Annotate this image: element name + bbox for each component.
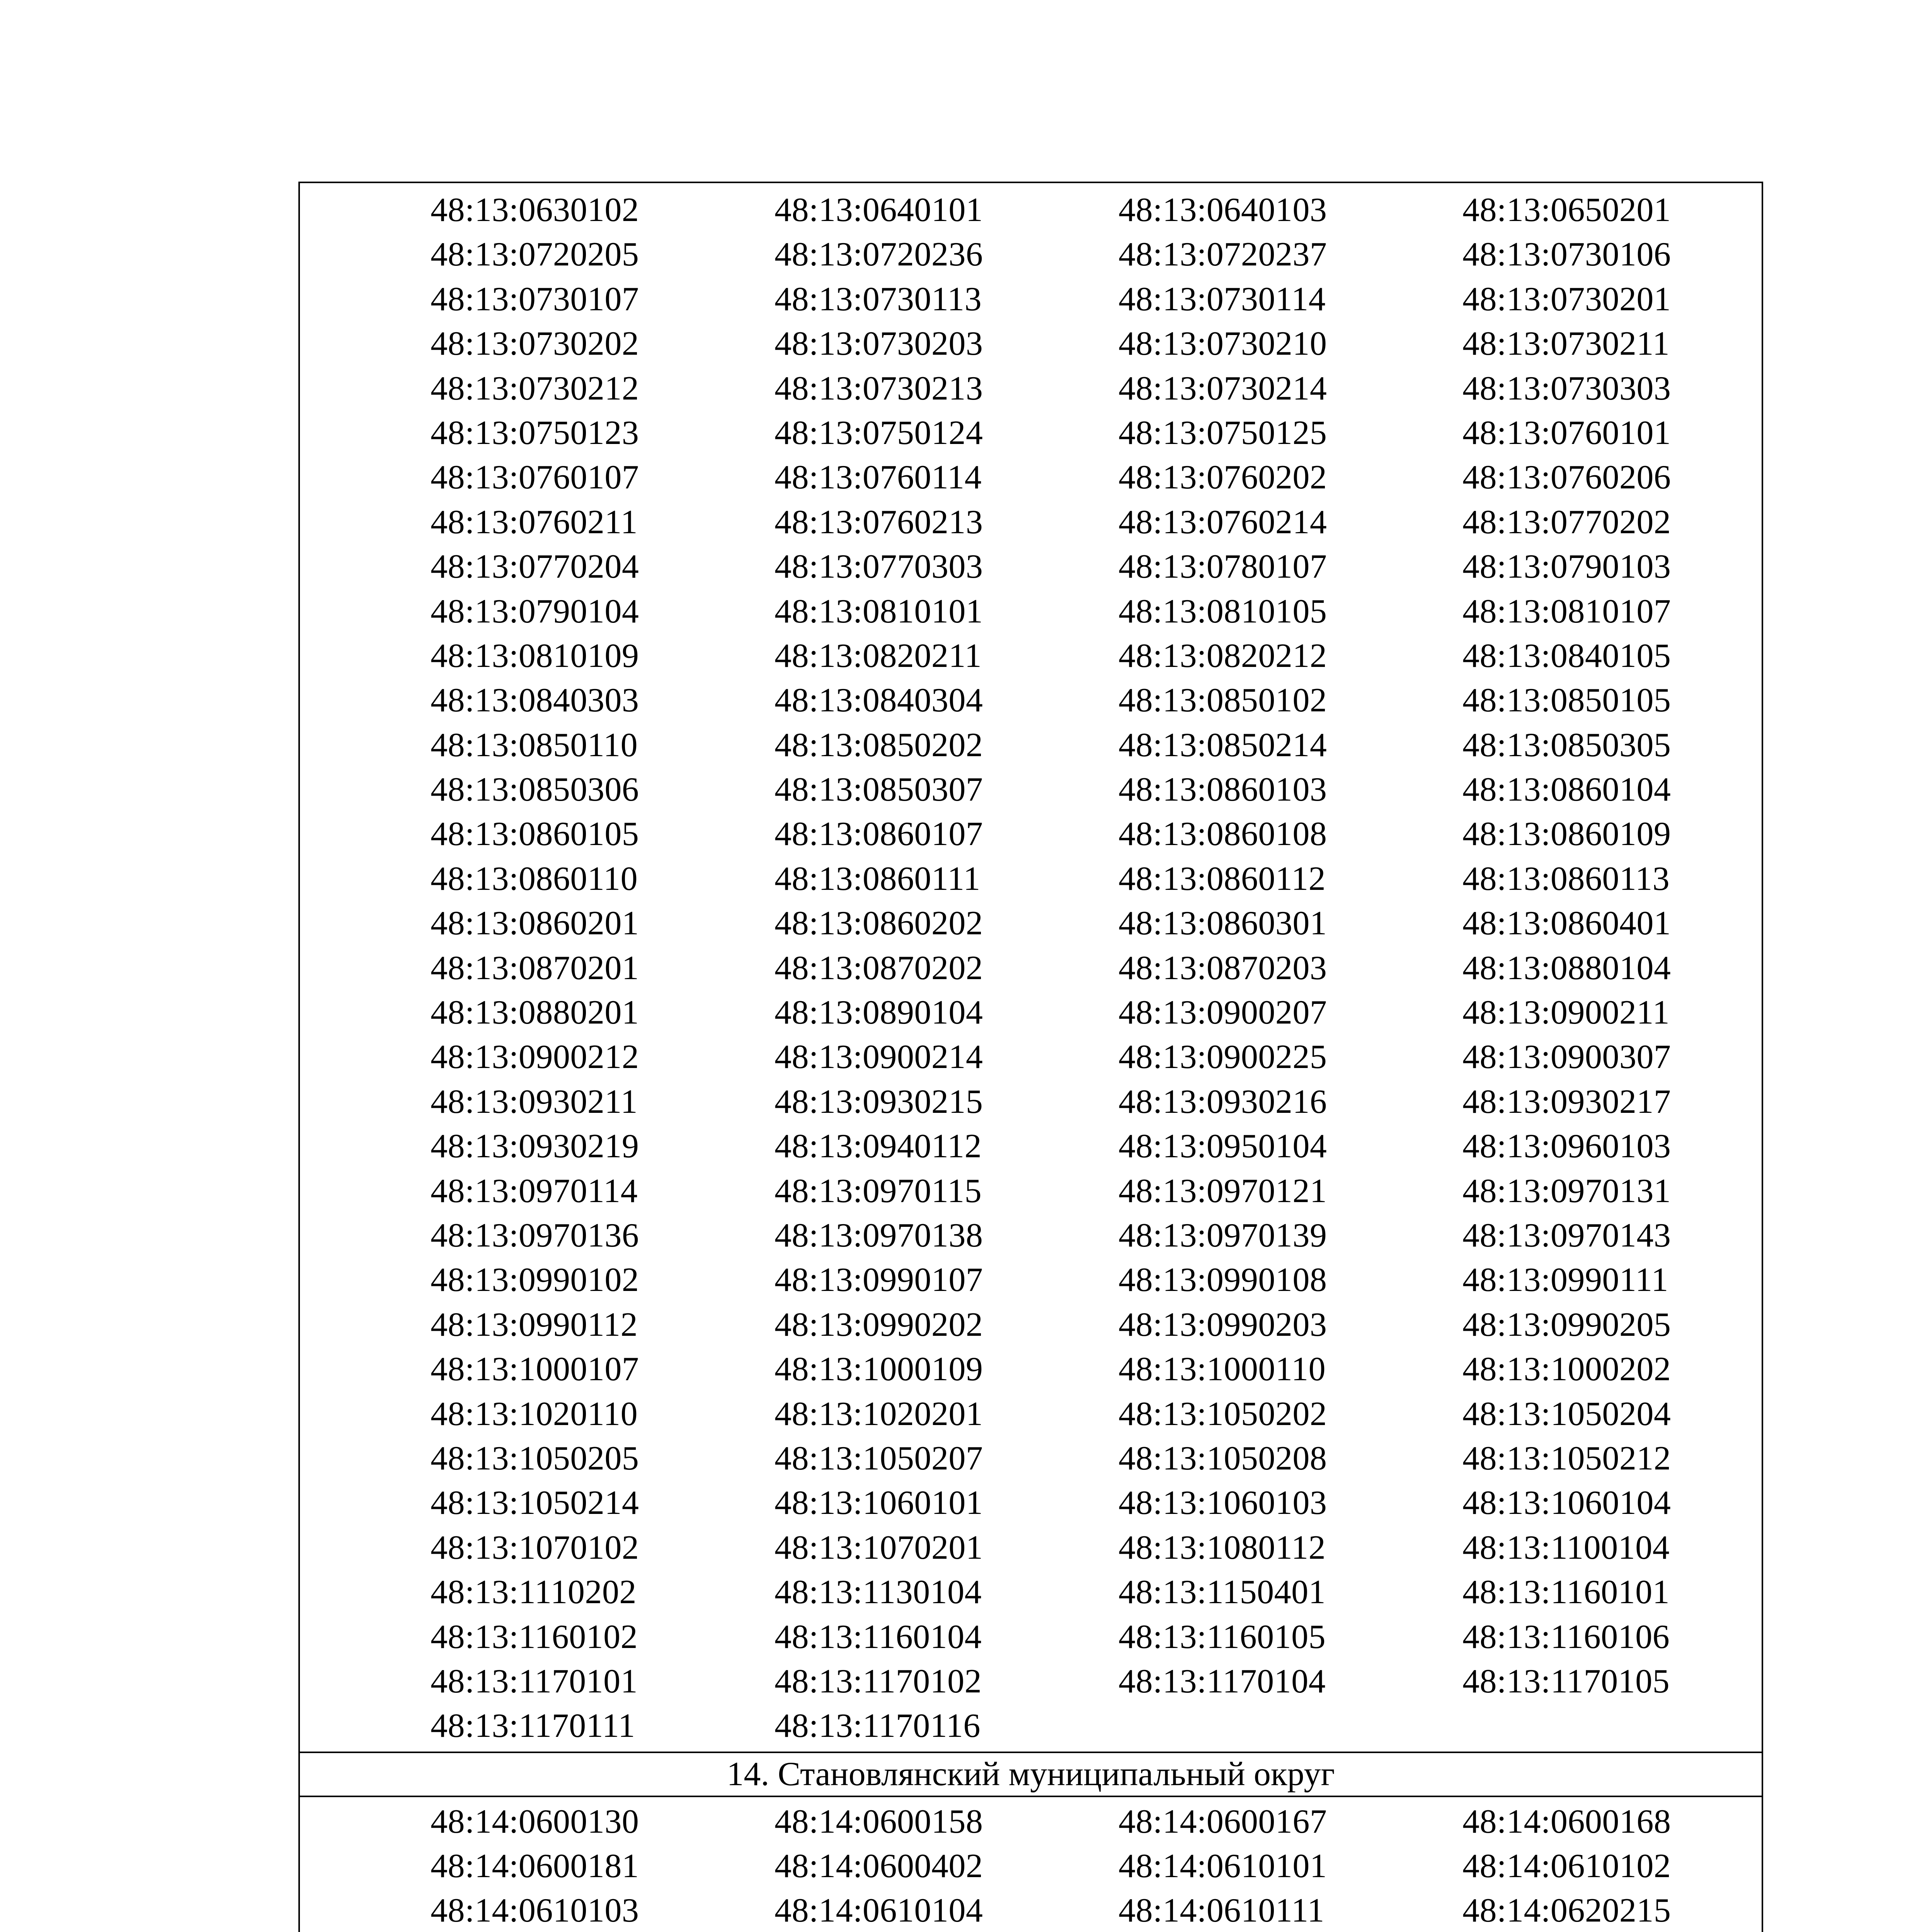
cadastral-code: 48:13:0810109 <box>431 637 639 675</box>
cadastral-code: 48:13:0930211 <box>431 1083 638 1121</box>
cadastral-code: 48:14:0620215 <box>1462 1892 1671 1930</box>
section-heading: 14. Становлянский муниципальный округ <box>300 1752 1762 1797</box>
cadastral-code: 48:13:0860104 <box>1462 771 1671 809</box>
cadastral-code: 48:13:1170102 <box>775 1662 982 1700</box>
section-14-heading-cell <box>299 1752 1762 1797</box>
cadastral-code: 48:13:0990102 <box>431 1261 639 1299</box>
cadastral-code: 48:13:0990112 <box>431 1306 638 1344</box>
cadastral-code: 48:13:1050212 <box>1462 1439 1671 1477</box>
cadastral-code: 48:13:0640101 <box>775 191 983 229</box>
cadastral-code: 48:13:0970121 <box>1119 1172 1327 1210</box>
cadastral-code: 48:14:0610104 <box>775 1892 983 1930</box>
cadastral-code: 48:13:0780107 <box>1119 548 1327 586</box>
cadastral-code: 48:13:1020110 <box>431 1395 638 1433</box>
cadastral-code: 48:13:0630102 <box>431 191 639 229</box>
cadastral-code: 48:13:1000107 <box>431 1350 639 1388</box>
cadastral-code: 48:13:0970114 <box>431 1172 638 1210</box>
cadastral-code: 48:13:1170116 <box>775 1707 981 1745</box>
cadastral-code: 48:13:0730114 <box>1119 280 1326 318</box>
cadastral-code: 48:13:0760107 <box>431 459 639 497</box>
cadastral-code: 48:13:0730212 <box>431 369 639 407</box>
cadastral-code: 48:13:1070201 <box>775 1529 983 1566</box>
cadastral-code: 48:13:0860112 <box>1119 860 1326 898</box>
cadastral-code: 48:13:0990205 <box>1462 1306 1671 1344</box>
cadastral-code: 48:13:0850307 <box>775 771 983 809</box>
cadastral-table <box>298 182 1763 1932</box>
cadastral-code: 48:13:0850305 <box>1462 726 1671 764</box>
table-row-section-13-codes <box>299 182 1762 1752</box>
cadastral-code: 48:13:0730210 <box>1119 325 1327 363</box>
cadastral-code: 48:14:0600158 <box>775 1803 983 1840</box>
cadastral-code: 48:14:0600402 <box>775 1847 983 1885</box>
cadastral-code: 48:13:0860107 <box>775 815 983 853</box>
cadastral-code: 48:13:0930217 <box>1462 1083 1671 1121</box>
cadastral-code: 48:13:0820212 <box>1119 637 1327 675</box>
cadastral-code: 48:13:0860202 <box>775 905 983 942</box>
cadastral-code: 48:13:0760213 <box>775 503 983 541</box>
cadastral-code: 48:13:1160106 <box>1462 1618 1670 1656</box>
cadastral-code: 48:13:0730213 <box>775 369 983 407</box>
cadastral-code: 48:13:0990108 <box>1119 1261 1327 1299</box>
cadastral-code: 48:13:0900211 <box>1462 994 1670 1032</box>
cadastral-code: 48:13:1170101 <box>431 1662 638 1700</box>
cadastral-code: 48:13:0860111 <box>775 860 981 898</box>
cadastral-code: 48:13:0790104 <box>431 592 639 630</box>
cadastral-code: 48:13:0860109 <box>1462 815 1671 853</box>
cadastral-code: 48:13:0970131 <box>1462 1172 1671 1210</box>
cadastral-code: 48:13:1000109 <box>775 1350 983 1388</box>
cadastral-code: 48:13:0730203 <box>775 325 983 363</box>
cadastral-code: 48:14:0610101 <box>1119 1847 1327 1885</box>
cadastral-code: 48:13:0970139 <box>1119 1216 1327 1254</box>
cadastral-code: 48:13:0990111 <box>1462 1261 1668 1299</box>
cadastral-code: 48:13:0770204 <box>431 548 639 586</box>
cadastral-code: 48:13:0930216 <box>1119 1083 1327 1121</box>
cadastral-code: 48:13:0810105 <box>1119 592 1327 630</box>
cadastral-code: 48:13:0900212 <box>431 1038 639 1076</box>
cadastral-code: 48:13:0760101 <box>1462 414 1671 452</box>
cadastral-code: 48:13:0900225 <box>1119 1038 1327 1076</box>
cadastral-code: 48:13:1080112 <box>1119 1529 1326 1566</box>
cadastral-code: 48:13:0850202 <box>775 726 983 764</box>
cadastral-code: 48:13:1160104 <box>775 1618 982 1656</box>
cadastral-code: 48:13:0860301 <box>1119 905 1327 942</box>
cadastral-code: 48:13:1000110 <box>1119 1350 1326 1388</box>
cadastral-code: 48:13:0940112 <box>775 1128 982 1165</box>
cadastral-code: 48:13:0760114 <box>775 459 982 497</box>
cadastral-code: 48:13:0970115 <box>775 1172 982 1210</box>
cadastral-code: 48:13:1070102 <box>431 1529 639 1566</box>
cadastral-code: 48:13:0770202 <box>1462 503 1671 541</box>
cadastral-code: 48:13:0840304 <box>775 682 983 719</box>
cadastral-code: 48:14:0600167 <box>1119 1803 1327 1840</box>
cadastral-code: 48:13:0720237 <box>1119 236 1327 274</box>
cadastral-code: 48:13:0760202 <box>1119 459 1327 497</box>
cadastral-code: 48:13:0750125 <box>1119 414 1327 452</box>
cadastral-code: 48:13:0730201 <box>1462 280 1671 318</box>
cadastral-code: 48:13:0860105 <box>431 815 639 853</box>
cadastral-code: 48:13:0860401 <box>1462 905 1671 942</box>
cadastral-code: 48:13:0880201 <box>431 994 639 1032</box>
cadastral-code: 48:13:0860108 <box>1119 815 1327 853</box>
cadastral-code: 48:13:0900207 <box>1119 994 1327 1032</box>
cadastral-code: 48:13:0970136 <box>431 1216 639 1254</box>
cadastral-code: 48:13:0850214 <box>1119 726 1327 764</box>
cadastral-code: 48:13:0850102 <box>1119 682 1327 719</box>
cadastral-code: 48:14:0600168 <box>1462 1803 1671 1840</box>
cadastral-code: 48:13:0850110 <box>431 726 638 764</box>
cadastral-code: 48:13:1050208 <box>1119 1439 1327 1477</box>
cadastral-code: 48:13:1160101 <box>1462 1573 1670 1611</box>
cadastral-code: 48:13:0730113 <box>775 280 982 318</box>
section-13-code-grid <box>431 188 1762 1748</box>
cadastral-code: 48:13:0880104 <box>1462 949 1671 987</box>
cadastral-code: 48:13:0730202 <box>431 325 639 363</box>
cadastral-code: 48:13:0970143 <box>1462 1216 1671 1254</box>
cadastral-code: 48:13:0900214 <box>775 1038 983 1076</box>
cadastral-code: 48:13:0810107 <box>1462 592 1671 630</box>
cadastral-code: 48:13:0730107 <box>431 280 639 318</box>
cadastral-code: 48:13:1060103 <box>1119 1484 1327 1522</box>
cadastral-code: 48:13:1020201 <box>775 1395 983 1433</box>
cadastral-code: 48:13:1050202 <box>1119 1395 1327 1433</box>
cadastral-code: 48:13:0870201 <box>431 949 639 987</box>
cadastral-code: 48:13:1110202 <box>431 1573 637 1611</box>
section-14-code-grid <box>431 1799 1762 1932</box>
cadastral-code: 48:13:0850306 <box>431 771 639 809</box>
cadastral-code: 48:13:0730214 <box>1119 369 1327 407</box>
cadastral-code: 48:13:0810101 <box>775 592 983 630</box>
cadastral-code: 48:13:0730303 <box>1462 369 1671 407</box>
cadastral-code: 48:13:1130104 <box>775 1573 982 1611</box>
cadastral-code: 48:13:1100104 <box>1462 1529 1670 1566</box>
cadastral-code: 48:13:1160105 <box>1119 1618 1326 1656</box>
cadastral-code: 48:13:0790103 <box>1462 548 1671 586</box>
cadastral-code: 48:13:1050207 <box>775 1439 983 1477</box>
cadastral-code: 48:13:0650201 <box>1462 191 1671 229</box>
section-14-cell <box>299 1797 1762 1932</box>
cadastral-code: 48:13:0840303 <box>431 682 639 719</box>
cadastral-code: 48:13:0720236 <box>775 236 983 274</box>
cadastral-code: 48:13:0860201 <box>431 905 639 942</box>
cadastral-code: 48:13:0860103 <box>1119 771 1327 809</box>
section-13-cell <box>299 182 1762 1752</box>
cadastral-code: 48:13:1060101 <box>775 1484 983 1522</box>
cadastral-code: 48:13:1160102 <box>431 1618 638 1656</box>
cadastral-code: 48:13:0870202 <box>775 949 983 987</box>
cadastral-code: 48:13:0730106 <box>1462 236 1671 274</box>
cadastral-code: 48:13:0820211 <box>775 637 982 675</box>
cadastral-code: 48:13:0640103 <box>1119 191 1327 229</box>
cadastral-code: 48:13:1000202 <box>1462 1350 1671 1388</box>
table-row-section-14-heading <box>299 1752 1762 1797</box>
cadastral-code: 48:13:0840105 <box>1462 637 1671 675</box>
cadastral-code: 48:13:0770303 <box>775 548 983 586</box>
cadastral-code: 48:13:0970138 <box>775 1216 983 1254</box>
cadastral-code: 48:13:1050205 <box>431 1439 639 1477</box>
cadastral-code: 48:13:0760211 <box>431 503 638 541</box>
table-row-section-14-codes <box>299 1797 1762 1932</box>
cadastral-code: 48:13:0950104 <box>1119 1128 1327 1165</box>
cadastral-code: 48:13:1150401 <box>1119 1573 1326 1611</box>
cadastral-code: 48:14:0600181 <box>431 1847 639 1885</box>
cadastral-code: 48:13:0730211 <box>1462 325 1670 363</box>
cadastral-code: 48:13:0860110 <box>431 860 638 898</box>
cadastral-code: 48:13:0990203 <box>1119 1306 1327 1344</box>
cadastral-code: 48:13:1050214 <box>431 1484 639 1522</box>
cadastral-code: 48:14:0600130 <box>431 1803 639 1840</box>
cadastral-code: 48:13:0750123 <box>431 414 639 452</box>
cadastral-code: 48:14:0610111 <box>1119 1892 1325 1930</box>
cadastral-code: 48:13:0750124 <box>775 414 983 452</box>
cadastral-code: 48:13:0870203 <box>1119 949 1327 987</box>
cadastral-code: 48:13:0760214 <box>1119 503 1327 541</box>
cadastral-code: 48:13:0720205 <box>431 236 639 274</box>
cadastral-code: 48:13:0860113 <box>1462 860 1670 898</box>
cadastral-code: 48:13:1170104 <box>1119 1662 1326 1700</box>
cadastral-code: 48:14:0610103 <box>431 1892 639 1930</box>
cadastral-code: 48:13:0930219 <box>431 1128 639 1165</box>
cadastral-code: 48:13:0990202 <box>775 1306 983 1344</box>
cadastral-code: 48:13:0760206 <box>1462 459 1671 497</box>
cadastral-code: 48:13:1170111 <box>431 1707 635 1745</box>
cadastral-code: 48:13:1170105 <box>1462 1662 1670 1700</box>
cadastral-code: 48:13:1060104 <box>1462 1484 1671 1522</box>
cadastral-code: 48:13:0890104 <box>775 994 983 1032</box>
cadastral-code: 48:13:0850105 <box>1462 682 1671 719</box>
cadastral-code: 48:13:0930215 <box>775 1083 983 1121</box>
cadastral-code: 48:13:1050204 <box>1462 1395 1671 1433</box>
cadastral-code: 48:13:0960103 <box>1462 1128 1671 1165</box>
cadastral-code: 48:14:0610102 <box>1462 1847 1671 1885</box>
cadastral-code: 48:13:0900307 <box>1462 1038 1671 1076</box>
cadastral-code: 48:13:0990107 <box>775 1261 983 1299</box>
